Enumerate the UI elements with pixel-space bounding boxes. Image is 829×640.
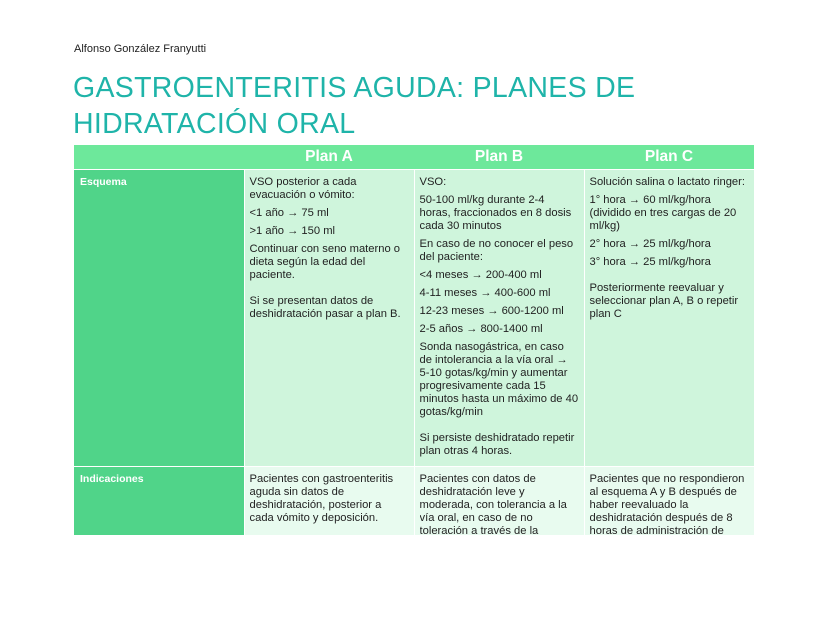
esquema-plan-b (414, 170, 584, 467)
plan-b-line: En caso de no conocer el peso del paciente: (419, 238, 574, 263)
plan-a-line: Si se presentan datos de deshidratación pasar a plan B. (249, 295, 401, 320)
indicaciones-plan-b (414, 467, 584, 536)
indicaciones-plan-a (244, 467, 414, 536)
row-label-indicaciones: Indicaciones (74, 467, 244, 536)
indicaciones-plan-c-text: Pacientes que no respondieron al esquema A y B después de haber reevaluado la deshidratación después de 8 horas de administración de (589, 473, 745, 535)
plan-b-line: Si persiste deshidratado repetir plan otras 4 horas. (419, 432, 575, 457)
title-line-2: HIDRATACIÓN ORAL (73, 108, 356, 140)
esquema-plan-c (584, 170, 754, 467)
plan-c-line: Solución salina o lactato ringer: (589, 176, 745, 188)
indicaciones-plan-a-text: Pacientes con gastroenteritis aguda sin datos de deshidratación, posterior a cada vómito y deposición. (249, 473, 394, 524)
plan-b-line: 4-11 meses → 400-600 ml (419, 287, 551, 299)
header-plan-b: Plan B (414, 145, 584, 170)
header-empty (74, 145, 244, 170)
table-row-indicaciones (74, 467, 754, 536)
author-name: Alfonso González Franyutti (74, 43, 207, 55)
page-title (73, 70, 713, 142)
plan-c-line: Posteriormente reevaluar y seleccionar plan A, B o repetir plan C (589, 282, 739, 320)
plan-b-line: 2-5 años → 800-1400 ml (419, 323, 543, 335)
plan-b-line: VSO: (419, 176, 447, 188)
plan-b-line: <4 meses → 200-400 ml (419, 269, 542, 281)
hydration-plans-table (74, 145, 754, 535)
plan-c-line: 2° hora → 25 ml/kg/hora (589, 238, 711, 250)
plan-b-line: Sonda nasogástrica, en caso de intolerancia a la vía oral → 5-10 gotas/kg/min y aumentar progresivamente cada 15 minutos hasta un máximo de 40 gotas/kg/min (419, 341, 579, 418)
table-header-row (74, 145, 754, 170)
plan-a-line: <1 año → 75 ml (249, 207, 329, 219)
header-plan-c: Plan C (584, 145, 754, 170)
table-row-esquema (74, 170, 754, 467)
plan-a-line: >1 año → 150 ml (249, 225, 336, 237)
row-label-esquema: Esquema (74, 170, 244, 467)
indicaciones-plan-b-text: Pacientes con datos de deshidratación leve y moderada, con tolerancia a la vía oral, en caso de no toleración a través de la (419, 473, 567, 535)
title-line-1: GASTROENTERITIS AGUDA: PLANES DE (73, 72, 636, 104)
plan-a-line: Continuar con seno materno o dieta según la edad del paciente. (249, 243, 401, 281)
plan-b-line: 50-100 ml/kg durante 2-4 horas, fraccionados en 8 dosis cada 30 minutos (419, 194, 572, 232)
esquema-plan-a (244, 170, 414, 467)
plan-b-line: 12-23 meses → 600-1200 ml (419, 305, 564, 317)
plan-a-line: VSO posterior a cada evacuación o vómito: (249, 176, 357, 201)
indicaciones-plan-c (584, 467, 754, 536)
header-plan-a: Plan A (244, 145, 414, 170)
plan-c-line: 1° hora → 60 ml/kg/hora (dividido en tres cargas de 20 ml/kg) (589, 194, 737, 232)
plan-c-line: 3° hora → 25 ml/kg/hora (589, 256, 711, 268)
